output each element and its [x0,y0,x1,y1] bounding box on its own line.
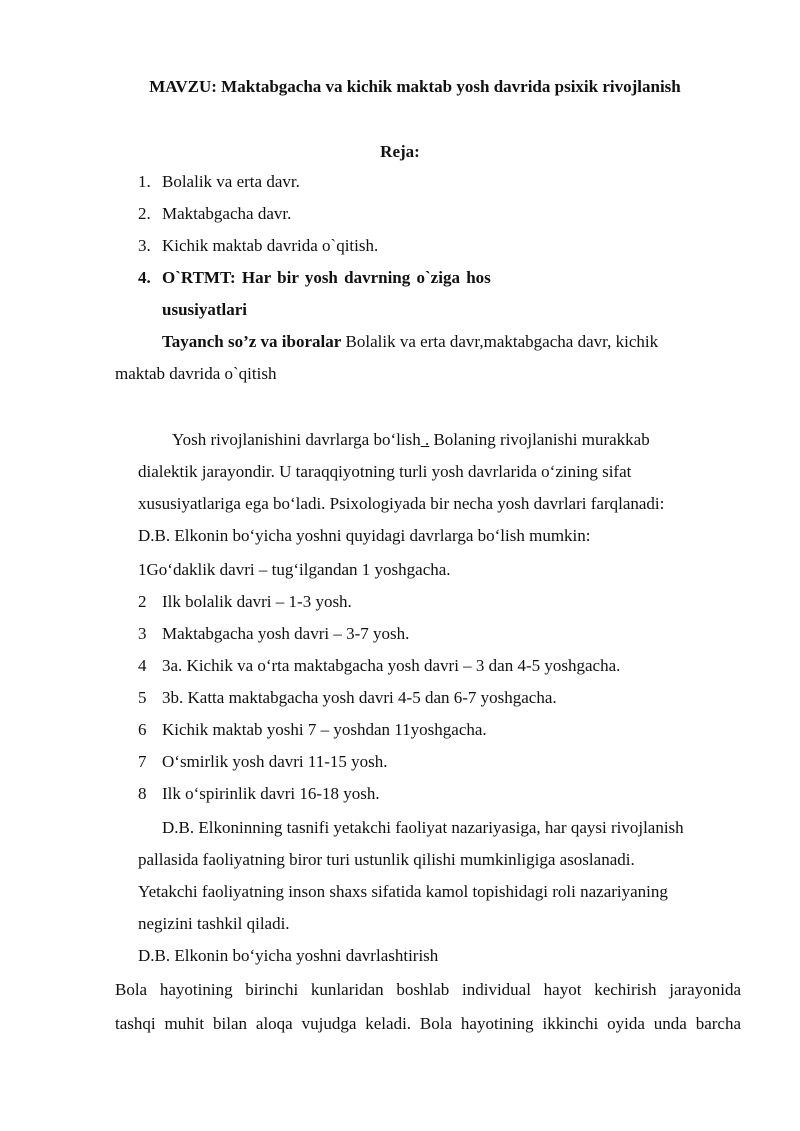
period-item: 2 Ilk bolalik davri – 1-3 yosh. [138,592,352,611]
plan-item: 4. O`RTMT: Har bir yosh davrning o`ziga hos [138,268,491,287]
paragraph-line: Yetakchi faoliyatning inson shaxs sifatida kamol topishidagi roli nazariyaning [138,882,668,901]
paragraph-line: xususiyatlariga ega bo‘ladi. Psixologiyada bir necha yosh davrlari farqlanadi: [138,494,665,513]
paragraph-line: D.B. Elkonin bo‘yicha yoshni quyidagi davrlarga bo‘lish mumkin: [138,526,591,545]
period-item: 7 O‘smirlik yosh davri 11-15 yosh. [138,752,388,771]
keywords-label: Tayanch so’z va iboralar [162,332,342,351]
plan-item: 1. Bolalik va erta davr. [138,172,300,191]
plan-item: 2. Maktabgacha davr. [138,204,292,223]
period-item: 8 Ilk o‘spirinlik davri 16-18 yosh. [138,784,380,803]
paragraph-line: 1Go‘daklik davri – tug‘ilgandan 1 yoshgacha. [138,560,451,579]
period-item: 5 3b. Katta maktabgacha yosh davri 4-5 dan 6-7 yoshgacha. [138,688,557,707]
paragraph-line: D.B. Elkonin bo‘yicha yoshni davrlashtirish [138,946,439,965]
section-heading-line: Yosh rivojlanishini davrlarga bo‘lish . Bolaning rivojlanishi murakkab [172,430,650,449]
period-item: 3 Maktabgacha yosh davri – 3-7 yosh. [138,624,410,643]
paragraph-line: pallasida faoliyatning biror turi ustunlik qilishi mumkinligiga asoslanadi. [138,850,635,869]
paragraph-line: D.B. Elkoninning tasnifi yetakchi faoliyat nazariyasiga, har qaysi rivojlanish [162,818,684,837]
document-title: MAVZU: Maktabgacha va kichik maktab yosh davrida psixik rivojlanish [149,77,681,96]
plan-item-continuation: ususiyatlari [162,300,248,319]
paragraph-line: negizini tashkil qiladi. [138,914,290,933]
paragraph-line: Bola hayotining birinchi kunlaridan boshlab individual hayot kechirish jarayonida [115,980,741,999]
section-heading: Yosh rivojlanishini davrlarga bo‘lish [172,430,421,449]
keywords-line: maktab davrida o`qitish [115,364,277,383]
keywords-line: Tayanch so’z va iboralar Bolalik va erta davr,maktabgacha davr, kichik [162,332,659,351]
plan-item: 3. Kichik maktab davrida o`qitish. [138,236,379,255]
paragraph-line: dialektik jarayondir. U taraqqiyotning turli yosh davrlarida o‘zining sifat [138,462,632,481]
paragraph-line: tashqi muhit bilan aloqa vujudga keladi. Bola hayotining ikkinchi oyida unda barcha [115,1014,741,1033]
plan-heading: Reja: [380,142,420,161]
period-item: 4 3a. Kichik va o‘rta maktabgacha yosh davri – 3 dan 4-5 yoshgacha. [138,656,621,675]
period-item: 6 Kichik maktab yoshi 7 – yoshdan 11yoshgacha. [138,720,487,739]
